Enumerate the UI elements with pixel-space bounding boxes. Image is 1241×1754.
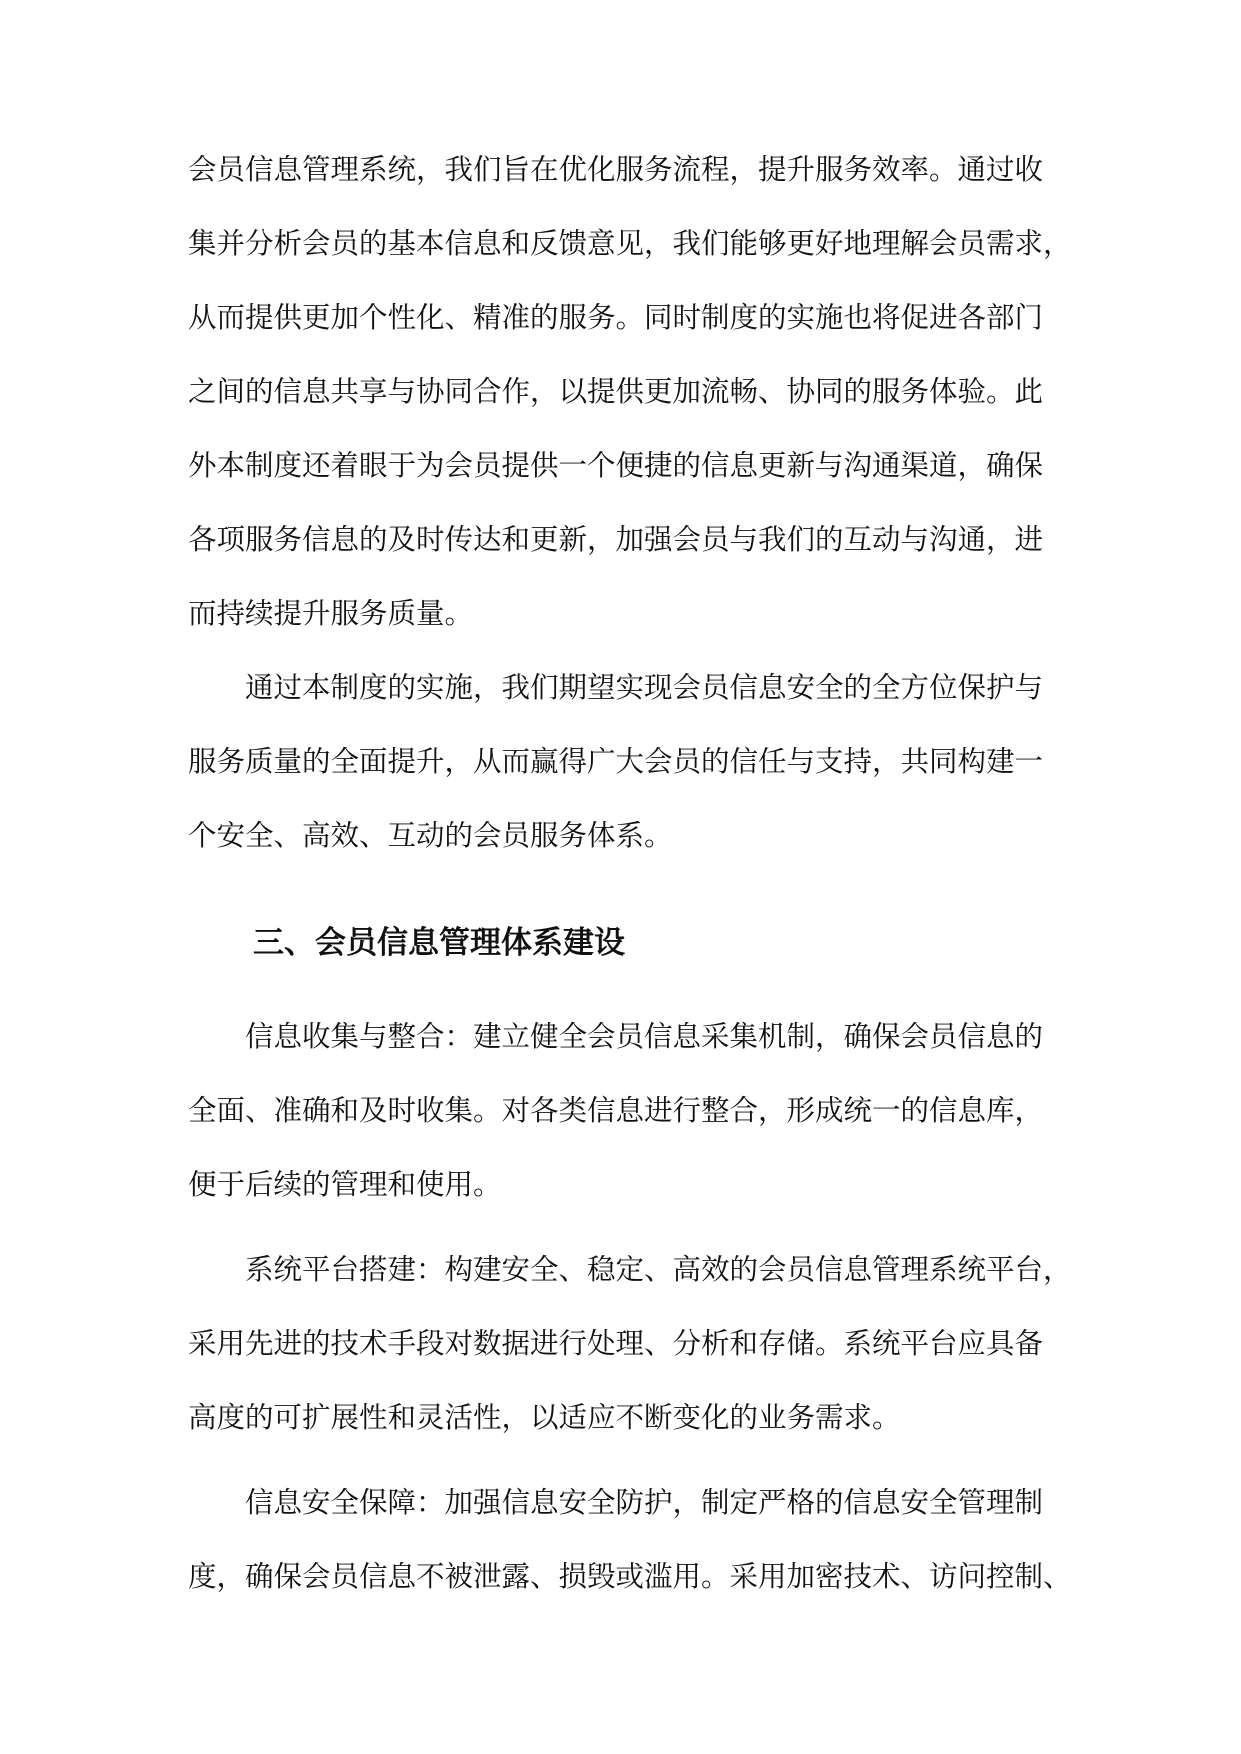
paragraph-line: 信息安全保障：加强信息安全防护，制定严格的信息安全管理制 <box>245 1486 1044 1519</box>
paragraph-line: 信息收集与整合：建立健全会员信息采集机制，确保会员信息的 <box>245 1020 1044 1053</box>
paragraph-line: 度，确保会员信息不被泄露、损毁或滥用。采用加密技术、访问控制、 <box>188 1560 1072 1593</box>
paragraph-line: 集并分析会员的基本信息和反馈意见，我们能够更好地理解会员需求， <box>188 227 1072 260</box>
section-heading: 三、会员信息管理体系建设 <box>253 925 625 961</box>
paragraph-line: 服务质量的全面提升，从而赢得广大会员的信任与支持，共同构建一 <box>188 745 1044 778</box>
paragraph-line: 而持续提升服务质量。 <box>188 597 474 630</box>
paragraph-line: 高度的可扩展性和灵活性，以适应不断变化的业务需求。 <box>188 1401 901 1434</box>
paragraph-line: 采用先进的技术手段对数据进行处理、分析和存储。系统平台应具备 <box>188 1327 1044 1360</box>
paragraph-line: 通过本制度的实施，我们期望实现会员信息安全的全方位保护与 <box>245 671 1044 704</box>
paragraph-line: 外本制度还着眼于为会员提供一个便捷的信息更新与沟通渠道，确保 <box>188 449 1044 482</box>
paragraph-line: 系统平台搭建：构建安全、稳定、高效的会员信息管理系统平台， <box>245 1253 1072 1286</box>
paragraph-line: 会员信息管理系统，我们旨在优化服务流程，提升服务效率。通过收 <box>188 153 1044 186</box>
paragraph-line: 个安全、高效、互动的会员服务体系。 <box>188 819 673 852</box>
paragraph-line: 之间的信息共享与协同合作，以提供更加流畅、协同的服务体验。此 <box>188 375 1044 408</box>
paragraph-line: 从而提供更加个性化、精准的服务。同时制度的实施也将促进各部门 <box>188 301 1044 334</box>
paragraph-line: 便于后续的管理和使用。 <box>188 1168 502 1201</box>
paragraph-line: 全面、准确和及时收集。对各类信息进行整合，形成统一的信息库， <box>188 1094 1044 1127</box>
paragraph-line: 各项服务信息的及时传达和更新，加强会员与我们的互动与沟通，进 <box>188 523 1044 556</box>
